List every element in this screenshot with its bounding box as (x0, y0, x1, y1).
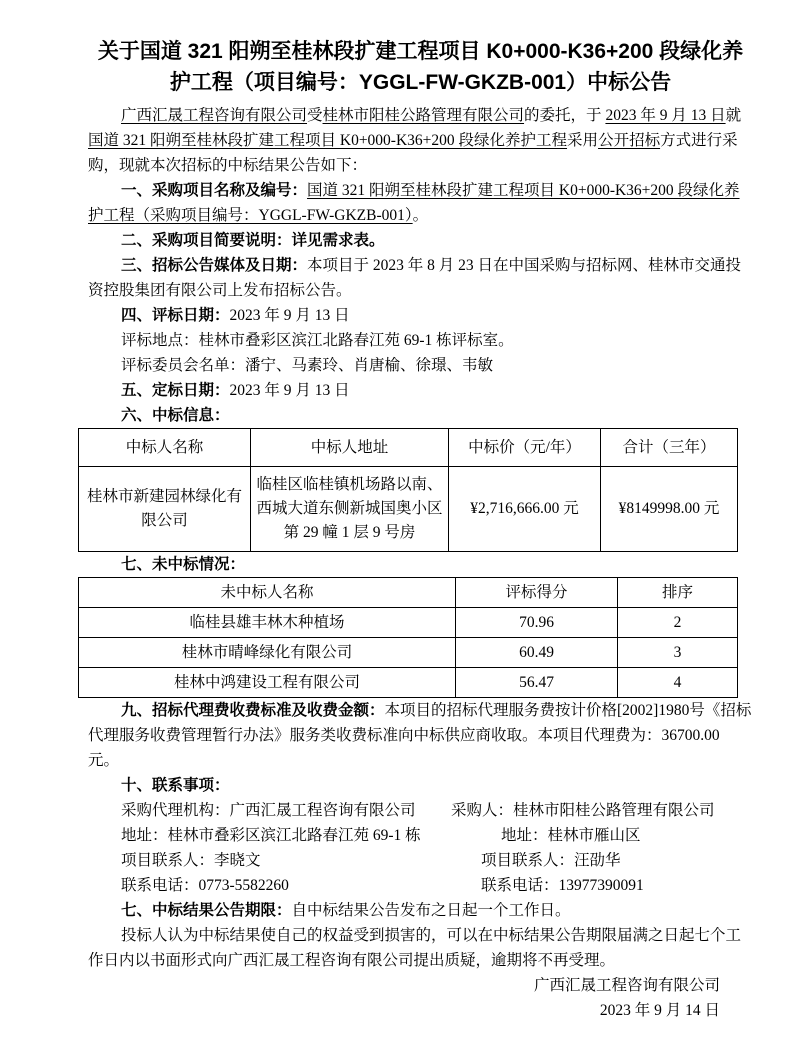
contact-line-person (88, 848, 753, 873)
intro-date: 2023 年 9 月 13 日 (605, 107, 726, 124)
section-9-agency-fee (88, 698, 753, 773)
losing-table-row (79, 668, 738, 698)
intro-text: 采用 (567, 132, 599, 149)
losing-rank-cell: 4 (618, 668, 738, 698)
section-3-label: 三、招标公告媒体及日期： (121, 257, 308, 274)
section-4-evaluation-date (88, 303, 753, 328)
intro-paragraph (88, 103, 753, 178)
contact-agency-person: 项目联系人：李晓文 (121, 852, 261, 869)
losing-score-cell: 56.47 (456, 668, 618, 698)
intro-text: 就 (725, 107, 742, 124)
contact-agency-phone: 联系电话：0773-5582260 (121, 877, 289, 894)
winner-total-cell: ¥8149998.00 元 (601, 467, 738, 552)
award-header-winner-name: 中标人名称 (79, 429, 251, 467)
contact-line-phone (88, 873, 753, 898)
losing-table (78, 577, 738, 698)
section-4-label: 四、评标日期： (121, 307, 230, 324)
section-7b-text: 自中标结果公告发布之日起一个工作日。 (291, 902, 571, 919)
contact-purchaser: 采购人：桂林市阳桂公路管理有限公司 (451, 802, 715, 819)
losing-name-cell: 临桂县雄丰林木种植场 (79, 608, 456, 638)
section-9-label: 九、招标代理费收费标准及收费金额： (121, 702, 385, 719)
losing-header-name: 未中标人名称 (79, 578, 456, 608)
section-3-media-date (88, 253, 753, 303)
losing-header-rank: 排序 (618, 578, 738, 608)
award-table-row (79, 467, 738, 552)
signature-company: 广西汇晟工程咨询有限公司 (533, 977, 720, 994)
section-4-date: 2023 年 9 月 13 日 (229, 307, 350, 324)
losing-table-row (79, 608, 738, 638)
losing-header-score: 评标得分 (456, 578, 618, 608)
award-table (78, 428, 738, 552)
winner-price-cell: ¥2,716,666.00 元 (449, 467, 601, 552)
contact-agency: 采购代理机构：广西汇晟工程咨询有限公司 (121, 802, 416, 819)
section-6-award-info (88, 403, 753, 428)
losing-rank-cell: 2 (618, 608, 738, 638)
section-2-label: 二、采购项目简要说明： (121, 232, 292, 249)
intro-agency-name: 广西汇晟工程咨询有限公司 (121, 107, 308, 124)
evaluation-venue-line: 评标地点：桂林市叠彩区滨江北路春江苑 69-1 栋评标室。 (121, 332, 514, 349)
section-1-label: 一、采购项目名称及编号： (121, 182, 308, 199)
section-1-project-name (88, 178, 753, 228)
losing-name-cell: 桂林市晴峰绿化有限公司 (79, 638, 456, 668)
losing-score-cell: 60.49 (456, 638, 618, 668)
intro-purchaser-name: 桂林市阳桂公路管理有限公司 (322, 107, 525, 124)
award-header-price: 中标价（元/年） (449, 429, 601, 467)
section-5-label: 五、定标日期： (121, 382, 230, 399)
section-1-project-value: 国道 321 阳朔至桂林段扩建工程项目 K0+000-K36+200 段绿化养护工程（采购项目编号：YGGL-FW-GKZB-001） (88, 182, 740, 224)
intro-text: 方式进行采购，现就本次招标的中标结果公告如下： (88, 132, 738, 174)
award-header-total: 合计（三年） (601, 429, 738, 467)
contact-line-agency (88, 798, 753, 823)
intro-project-name: 国道 321 阳朔至桂林段扩建工程项目 K0+000-K36+200 段绿化养护工程 (88, 132, 568, 149)
losing-table-header-row (79, 578, 738, 608)
evaluation-committee-line: 评标委员会名单：潘宁、马素玲、肖唐榆、徐璟、韦敏 (121, 357, 494, 374)
section-7b-announcement-period (88, 898, 753, 923)
contact-agency-address: 地址：桂林市叠彩区滨江北路春江苑 69-1 栋 (121, 827, 421, 844)
section-9-text: 本项目的招标代理服务费按计价格[2002]1980号《招标代理服务收费管理暂行办法》服务类收费标准向中标供应商收取。本项目代理费为：36700.00 元。 (88, 702, 752, 769)
contact-line-address (88, 823, 753, 848)
section-6-label: 六、中标信息： (121, 407, 230, 424)
contact-purchaser-person: 项目联系人：汪劭华 (481, 852, 621, 869)
section-2-summary (88, 228, 753, 253)
award-header-winner-address: 中标人地址 (251, 429, 449, 467)
winner-address-cell: 临桂区临桂镇机场路以南、西城大道东侧新城国奥小区第 29 幢 1 层 9 号房 (251, 467, 449, 552)
award-table-header-row (79, 429, 738, 467)
document-title: 关于国道 321 阳朔至桂林段扩建工程项目 K0+000-K36+200 段绿化养护工程（项目编号：YGGL-FW-GKZB-001）中标公告 (97, 40, 744, 94)
winner-name-cell: 桂林市新建园林绿化有限公司 (79, 467, 251, 552)
section-1-tail: 。 (412, 207, 429, 224)
losing-rank-cell: 3 (618, 638, 738, 668)
signature-date: 2023 年 9 月 14 日 (599, 1002, 720, 1019)
section-10-label: 十、联系事项： (121, 777, 230, 794)
section-7b-label: 七、中标结果公告期限： (121, 902, 292, 919)
losing-name-cell: 桂林中鸿建设工程有限公司 (79, 668, 456, 698)
section-2-text: 详见需求表。 (291, 232, 385, 249)
section-5-date: 2023 年 9 月 13 日 (229, 382, 350, 399)
section-7-label: 七、未中标情况： (121, 556, 246, 573)
objection-paragraph: 投标人认为中标结果使自己的权益受到损害的，可以在中标结果公告期限届满之日起七个工作日内以书面形式向广西汇晟工程咨询有限公司提出质疑，逾期将不再受理。 (88, 927, 742, 969)
intro-text: 受 (307, 107, 323, 124)
contact-purchaser-address: 地址：桂林市雁山区 (501, 827, 641, 844)
intro-method: 公开招标 (598, 132, 661, 149)
losing-score-cell: 70.96 (456, 608, 618, 638)
section-5-decision-date (88, 378, 753, 403)
section-10-contact-matters (88, 773, 753, 798)
losing-table-row (79, 638, 738, 668)
contact-purchaser-phone: 联系电话：13977390091 (481, 877, 644, 894)
section-7-losing-bidders (88, 552, 753, 577)
intro-text: 的委托，于 (524, 107, 606, 124)
section-3-text: 本项目于 2023 年 8 月 23 日在中国采购与招标网、桂林市交通投资控股集团有限公司上发布招标公告。 (88, 257, 742, 299)
